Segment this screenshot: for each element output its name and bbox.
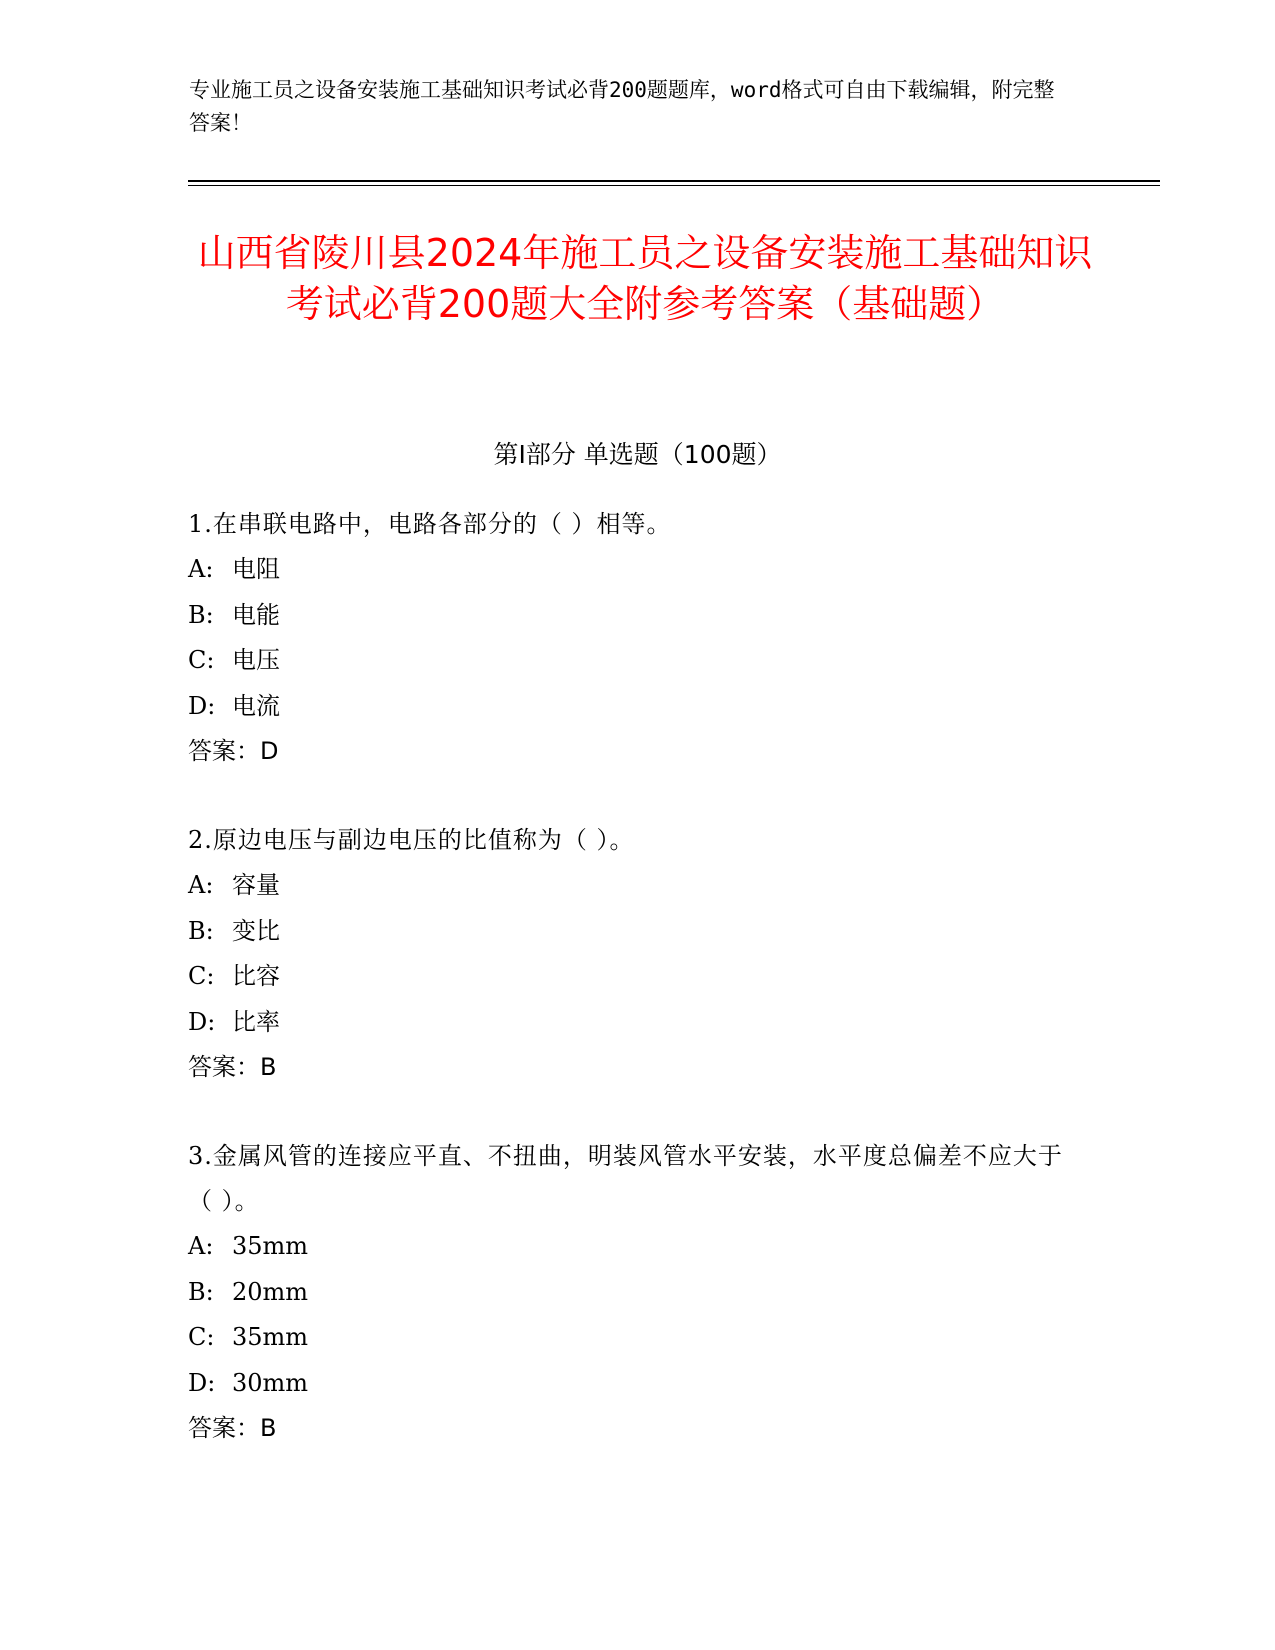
- option-key: D:: [188, 1368, 216, 1397]
- option-c: [188, 638, 1068, 684]
- question-stem: 2.原边电压与副边电压的比值称为（ ）。: [188, 826, 635, 854]
- option-text: 变比: [232, 916, 280, 945]
- option-text: 30mm: [232, 1368, 309, 1397]
- option-b: [188, 593, 1068, 639]
- option-key: B:: [188, 1277, 214, 1306]
- option-key: B:: [188, 600, 214, 629]
- option-d: [188, 1361, 1068, 1407]
- document-title: 山西省陵川县2024年施工员之设备安装施工基础知识考试必背200题大全附参考答案（基础题）: [197, 231, 1093, 326]
- option-key: A:: [188, 1232, 214, 1260]
- option-key: C:: [188, 1323, 215, 1352]
- option-text: 比率: [232, 1007, 280, 1036]
- option-text: 电流: [232, 691, 280, 720]
- option-key: C:: [188, 962, 215, 991]
- option-text: 电阻: [232, 555, 280, 583]
- question-2: [188, 818, 1068, 1090]
- option-key: B:: [188, 916, 214, 945]
- answer: 答案：B: [188, 1053, 277, 1082]
- option-key: D:: [188, 691, 216, 720]
- option-text: 电能: [232, 600, 280, 629]
- option-text: 比容: [232, 962, 280, 991]
- header-note: 专业施工员之设备安装施工基础知识考试必背200题题库，word格式可自由下载编辑，附完整答案！: [189, 78, 1055, 135]
- option-d: [188, 1000, 1068, 1046]
- option-a: [188, 863, 1068, 909]
- option-text: 电压: [232, 646, 280, 675]
- question-stem: 3.金属风管的连接应平直、不扭曲，明装风管水平安装，水平度总偏差不应大于（ ）。: [188, 1142, 1063, 1215]
- option-c: [188, 954, 1068, 1000]
- section-title: 第Ⅰ部分 单选题（100题）: [493, 440, 782, 469]
- option-a: [188, 1224, 1068, 1270]
- option-c: [188, 1315, 1068, 1361]
- answer: 答案：D: [188, 737, 279, 766]
- option-key: A:: [188, 871, 214, 899]
- option-text: 20mm: [232, 1277, 309, 1306]
- option-d: [188, 684, 1068, 730]
- question-1: [188, 502, 1068, 774]
- question-stem: 1.在串联电路中，电路各部分的（ ）相等。: [188, 510, 672, 538]
- option-text: 35mm: [232, 1232, 309, 1260]
- question-3: [188, 1134, 1068, 1451]
- option-text: 35mm: [232, 1323, 309, 1352]
- option-key: D:: [188, 1007, 216, 1036]
- option-key: C:: [188, 646, 215, 675]
- option-b: [188, 1270, 1068, 1316]
- option-b: [188, 909, 1068, 955]
- header-rule-thin: [188, 185, 1160, 186]
- header-rule-thick: [188, 180, 1160, 182]
- option-a: [188, 547, 1068, 593]
- option-key: A:: [188, 555, 214, 583]
- option-text: 容量: [232, 871, 280, 899]
- answer: 答案：B: [188, 1414, 277, 1443]
